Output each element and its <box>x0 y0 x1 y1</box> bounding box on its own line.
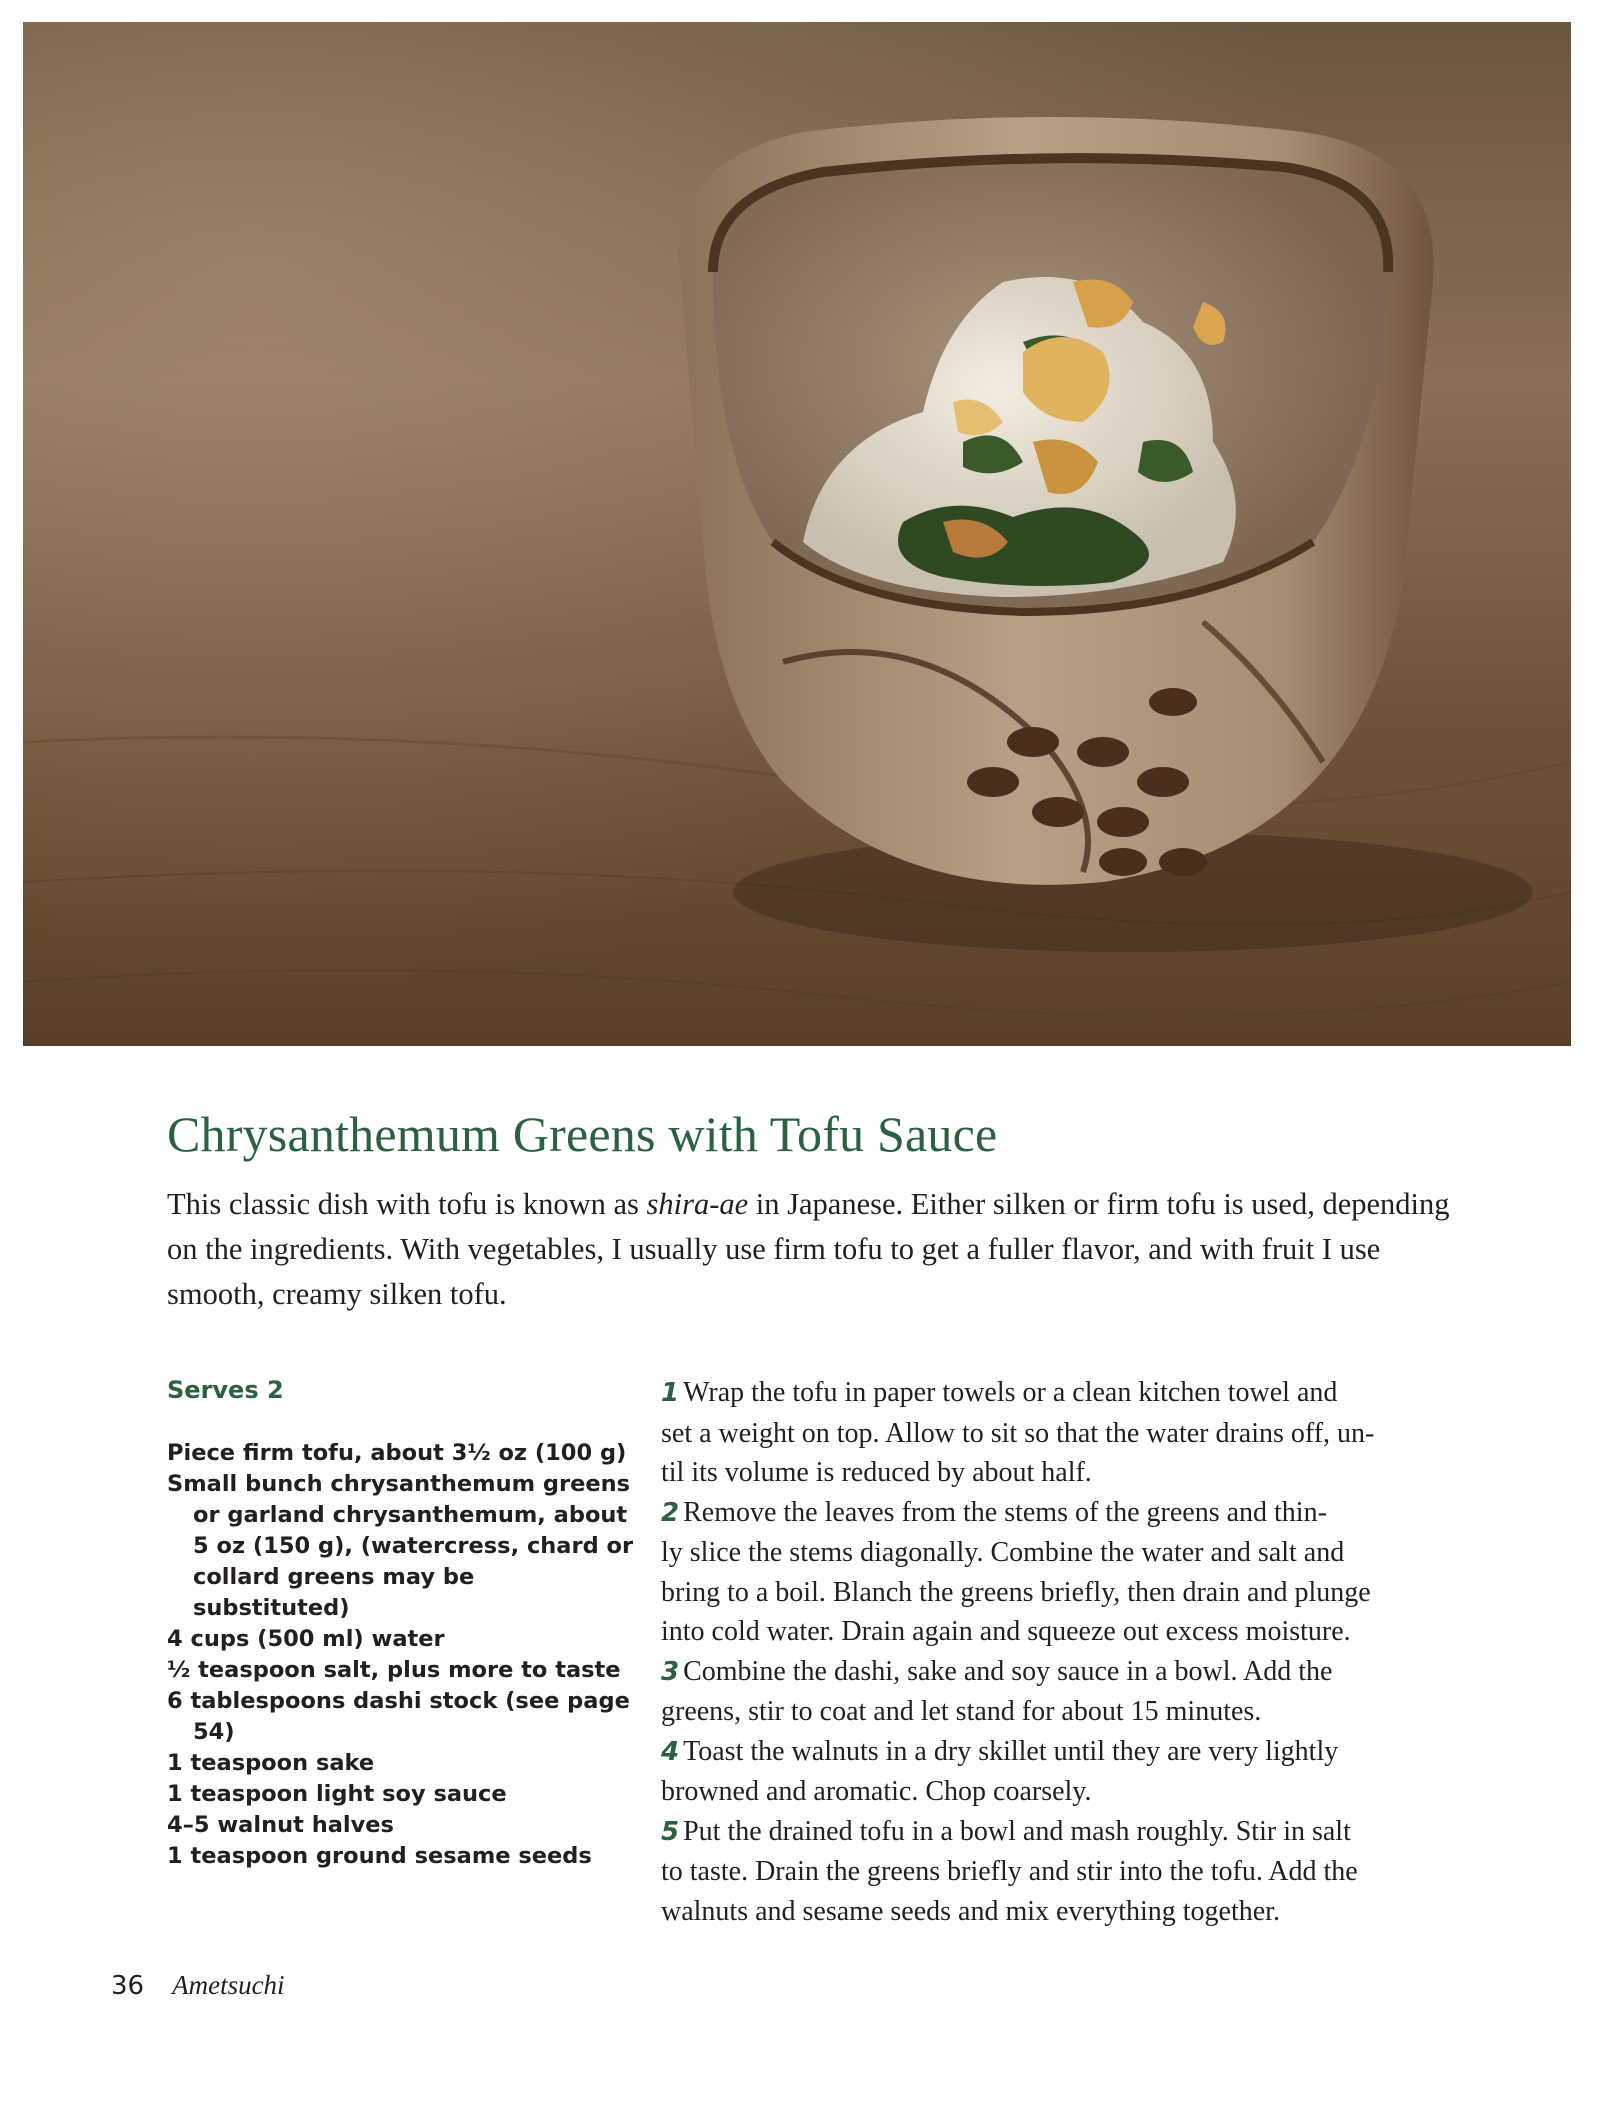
step-text: Remove the leaves from the stems of the greens and thin- ly slice the stems diagonally. Combine the water and salt and bring to a boil. Blanch the greens briefly, then drain and plunge into cold water. Drain again and squeeze out excess moisture. <box>661 1496 1371 1647</box>
ingredient-item: 1 teaspoon sake <box>167 1750 375 1776</box>
dish-photo <box>23 22 1571 1046</box>
ingredient-list <box>167 1438 637 1872</box>
recipe-intro <box>167 1182 1457 1317</box>
ingredient-item: ½ teaspoon salt, plus more to taste <box>167 1657 621 1683</box>
running-head: Ametsuchi <box>172 1970 285 2000</box>
step-text: Put the drained tofu in a bowl and mash roughly. Stir in salt to taste. Drain the greens briefly and stir into the tofu. Add the walnuts and sesame seeds and mix everything together. <box>661 1815 1358 1927</box>
dish-photo-illustration <box>23 22 1571 1046</box>
ingredient-item: 1 teaspoon ground sesame seeds <box>167 1843 592 1869</box>
method-step <box>661 1652 1461 1732</box>
ingredient-item: 6 tablespoons dashi stock (see page 54) <box>167 1688 630 1745</box>
page-number: 36 <box>111 1971 145 2001</box>
step-text: Combine the dashi, sake and soy sauce in a bowl. Add the greens, stir to coat and let stand for about 15 minutes. <box>661 1655 1333 1727</box>
intro-text-end: in Japanese. Either silken or firm tofu is used, depending on the ingredients. With vegetables, I usually use firm tofu to get a fuller flavor, and with fruit I use smooth, creamy silken tofu. <box>167 1187 1450 1311</box>
ingredient-item: 4 cups (500 ml) water <box>167 1626 445 1652</box>
ingredients-column <box>167 1376 637 1872</box>
ingredient-item: 4–5 walnut halves <box>167 1812 394 1838</box>
step-number: 2 <box>661 1497 680 1528</box>
step-number: 1 <box>661 1378 680 1408</box>
ingredient-item: Small bunch chrysanthemum greens or garland chrysanthemum, about 5 oz (150 g), (watercress, chard or collard greens may be substituted) <box>167 1471 634 1621</box>
step-number: 5 <box>661 1816 680 1847</box>
step-number: 3 <box>661 1656 680 1687</box>
method-step <box>661 1493 1461 1652</box>
step-text: Toast the walnuts in a dry skillet until they are very lightly browned and aromatic. Chop coarsely. <box>661 1735 1339 1807</box>
method-steps <box>661 1373 1461 1931</box>
ingredient-item: Piece firm tofu, about 3½ oz (100 g) <box>167 1440 627 1466</box>
intro-japanese-term: shira-ae <box>646 1187 749 1221</box>
recipe-title: Chrysanthemum Greens with Tofu Sauce <box>167 1106 998 1162</box>
method-step <box>661 1812 1461 1932</box>
method-step <box>661 1373 1461 1493</box>
intro-text-start: This classic dish with tofu is known as <box>167 1187 647 1221</box>
step-number: 4 <box>661 1736 680 1767</box>
serves-heading: Serves 2 <box>167 1376 284 1404</box>
ingredient-item: 1 teaspoon light soy sauce <box>167 1781 507 1807</box>
method-step <box>661 1732 1461 1812</box>
page-footer <box>111 1970 285 2001</box>
step-text: Wrap the tofu in paper towels or a clean kitchen towel and set a weight on top. Allow to sit so that the water drains off, un- til its volume is reduced by about half. <box>661 1377 1375 1488</box>
